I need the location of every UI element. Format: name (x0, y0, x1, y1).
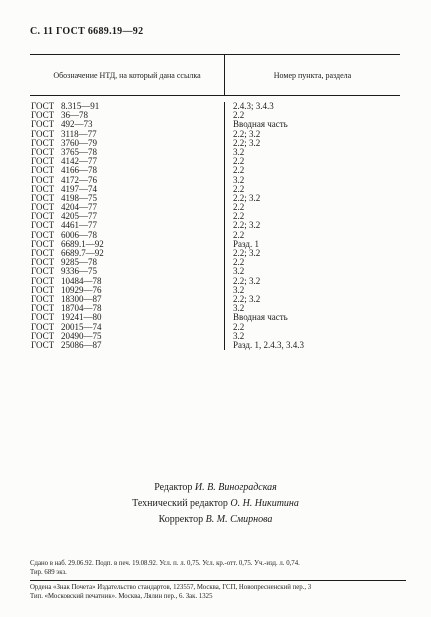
section-cell: 2.2; 3.2 (233, 192, 261, 203)
standard-cell (30, 176, 224, 185)
section-cell: 3.2 (233, 266, 245, 277)
standard-prefix: ГОСТ (31, 101, 55, 111)
standard-cell (30, 258, 224, 267)
standard-number: 4461—77 (61, 220, 97, 231)
standard-number: 4204—77 (61, 202, 97, 213)
standard-prefix: ГОСТ (31, 330, 55, 341)
section-cell: 2.2; 3.2 (233, 275, 261, 286)
section-cell: 2.4.3; 3.4.3 (233, 101, 274, 111)
standard-number: 492—73 (61, 119, 93, 130)
tech-editor-role: Технический редактор (132, 498, 228, 509)
section-cell: Разд. 1, 2.4.3, 3.4.3 (233, 339, 304, 350)
standard-number: 18300—87 (61, 293, 102, 304)
corrector-credit (0, 512, 431, 527)
standard-cell (30, 166, 224, 175)
standard-cell (30, 332, 224, 341)
standard-prefix: ГОСТ (31, 137, 55, 148)
section-cell: Разд. 1 (233, 238, 259, 249)
standard-number: 4142—77 (61, 156, 97, 167)
standard-prefix: ГОСТ (31, 174, 55, 185)
section-cell: 2.2; 3.2 (233, 220, 261, 231)
column-header-standard: Обозначение НТД, на который дана ссылка (30, 55, 225, 95)
editor-name: И. В. Виноградская (194, 482, 277, 493)
section-cell: 2.2 (233, 202, 245, 213)
standard-prefix: ГОСТ (31, 339, 55, 350)
standard-number: 25086—87 (61, 339, 102, 350)
standard-prefix: ГОСТ (31, 192, 55, 203)
standard-cell (30, 212, 224, 221)
standard-cell (30, 148, 224, 157)
standard-number: 6006—78 (61, 229, 97, 240)
corrector-name: В. М. Смирнова (205, 514, 273, 525)
standards-column (30, 102, 225, 350)
standard-cell (30, 249, 224, 258)
standard-number: 6689.1—92 (61, 238, 104, 249)
standard-number: 36—78 (61, 110, 88, 121)
standard-number: 4198—75 (61, 192, 97, 203)
standard-prefix: ГОСТ (31, 165, 55, 176)
standard-prefix: ГОСТ (31, 293, 55, 304)
standard-prefix: ГОСТ (31, 156, 55, 167)
standard-number: 9285—78 (61, 257, 97, 268)
standard-prefix: ГОСТ (31, 303, 55, 314)
imprint-line-1: Сдано в наб. 29.06.92. Подп. в печ. 19.08.92. Усл. п. л. 0,75. Усл. кр.-отт. 0,75. Уч.-изд. л. 0,74. (30, 560, 300, 567)
standard-cell (30, 277, 224, 286)
standard-cell (30, 203, 224, 212)
table-header (30, 55, 400, 96)
standard-number: 4205—77 (61, 211, 97, 222)
standard-cell (30, 111, 224, 120)
standard-cell (30, 120, 224, 129)
section-cell: 3.2 (233, 146, 245, 157)
corrector-role: Корректор (158, 514, 204, 525)
standard-cell (30, 185, 224, 194)
standard-prefix: ГОСТ (31, 229, 55, 240)
standard-prefix: ГОСТ (31, 312, 55, 323)
section-cell: 2.2 (233, 156, 245, 167)
tech-editor-name: О. Н. Никитина (230, 498, 299, 509)
page-header: С. 11 ГОСТ 6689.19—92 (30, 26, 144, 37)
standard-number: 4166—78 (61, 165, 97, 176)
standard-cell (30, 295, 224, 304)
standard-cell (30, 341, 224, 350)
section-cell: 3.2 (233, 284, 245, 295)
standard-number: 10484—78 (61, 275, 102, 286)
standard-prefix: ГОСТ (31, 128, 55, 139)
standard-number: 20490—75 (61, 330, 102, 341)
standard-prefix: ГОСТ (31, 220, 55, 231)
section-cell: 2.2 (233, 257, 245, 268)
section-cell: 2.2 (233, 110, 245, 121)
standard-number: 8.315—91 (61, 101, 100, 111)
standard-number: 20015—74 (61, 321, 102, 332)
standard-number: 3765—78 (61, 146, 97, 157)
section-cell: 3.2 (233, 303, 245, 314)
standard-number: 18704—78 (61, 303, 102, 314)
imprint-line-4: Тип. «Московский печатник». Москва, Лялин пер., 6. Зак. 1325 (30, 593, 213, 600)
standard-cell (30, 286, 224, 295)
section-cell: Вводная часть (233, 119, 288, 130)
editor-role: Редактор (154, 482, 193, 493)
section-cell: 2.2; 3.2 (233, 128, 261, 139)
standard-prefix: ГОСТ (31, 257, 55, 268)
standard-number: 4197—74 (61, 183, 97, 194)
standard-cell (30, 323, 224, 332)
editor-credit (0, 480, 431, 495)
section-cell: 2.2 (233, 211, 245, 222)
standard-number: 6689.7—92 (61, 248, 104, 258)
standard-prefix: ГОСТ (31, 110, 55, 121)
imprint-divider (30, 580, 406, 581)
section-cell: Вводная часть (233, 312, 288, 323)
standard-cell (30, 240, 224, 249)
standard-prefix: ГОСТ (31, 183, 55, 194)
section-cell: 2.2 (233, 183, 245, 194)
section-cell: 3.2 (233, 174, 245, 185)
section-cell: 2.2; 3.2 (233, 137, 261, 148)
section-cell: 2.2; 3.2 (233, 293, 261, 304)
section-cell: 3.2 (233, 330, 245, 341)
sections-column (225, 102, 400, 350)
standard-prefix: ГОСТ (31, 211, 55, 222)
section-cell: 2.2 (233, 321, 245, 332)
column-header-section: Номер пункта, раздела (273, 70, 352, 80)
standard-prefix: ГОСТ (31, 248, 55, 258)
standard-number: 3118—77 (61, 128, 97, 139)
standard-number: 10929—76 (61, 284, 102, 295)
standard-cell (30, 231, 224, 240)
standard-cell (30, 102, 224, 111)
section-cell: 2.2 (233, 165, 245, 176)
standard-cell (30, 139, 224, 148)
standard-cell (30, 221, 224, 230)
standard-prefix: ГОСТ (31, 284, 55, 295)
standard-number: 3760—79 (61, 137, 97, 148)
standard-cell (30, 157, 224, 166)
section-cell: 2.2 (233, 229, 245, 240)
standard-prefix: ГОСТ (31, 146, 55, 157)
standard-prefix: ГОСТ (31, 321, 55, 332)
references-table (30, 54, 400, 350)
standard-cell (30, 194, 224, 203)
standard-prefix: ГОСТ (31, 119, 55, 130)
standard-cell (30, 130, 224, 139)
imprint-line-2: Тир. 689 экз. (30, 569, 67, 576)
section-cell: 2.2; 3.2 (233, 248, 261, 258)
standard-number: 4172—76 (61, 174, 97, 185)
tech-editor-credit (0, 496, 431, 511)
table-body (30, 96, 400, 350)
imprint-line-3: Ордена «Знак Почета» Издательство стандартов, 123557, Москва, ГСП, Новопресненский пер., 3 (30, 584, 312, 591)
standard-prefix: ГОСТ (31, 275, 55, 286)
standard-number: 19241—80 (61, 312, 102, 323)
standard-cell (30, 267, 224, 276)
standard-prefix: ГОСТ (31, 202, 55, 213)
standard-prefix: ГОСТ (31, 266, 55, 277)
standard-prefix: ГОСТ (31, 238, 55, 249)
standard-cell (30, 313, 224, 322)
standard-number: 9336—75 (61, 266, 97, 277)
standard-cell (30, 304, 224, 313)
